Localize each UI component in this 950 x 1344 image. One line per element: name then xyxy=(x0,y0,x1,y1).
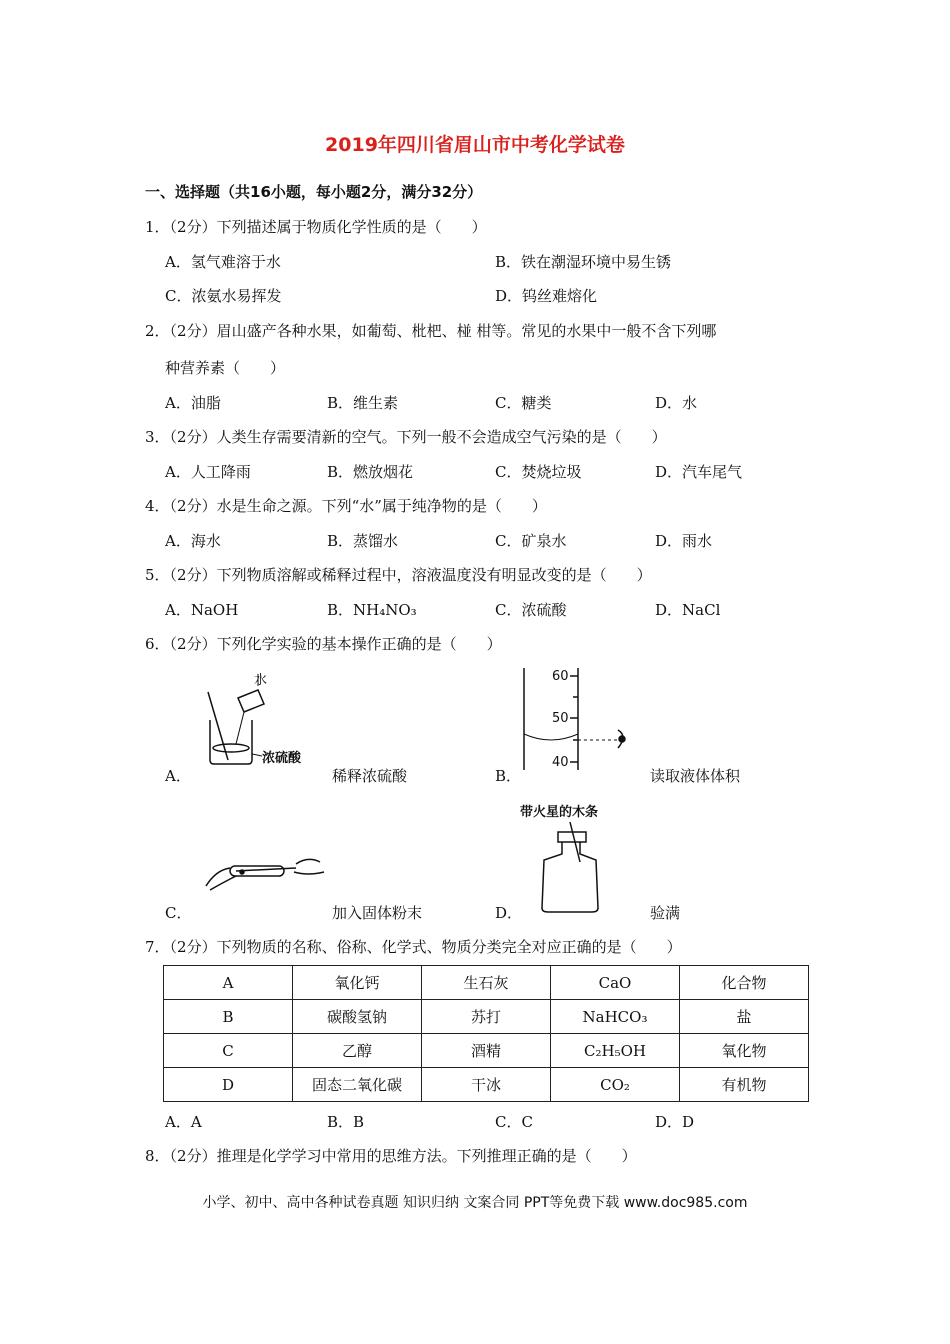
table-cell: 苏打 xyxy=(422,1000,551,1034)
figure-label-water: 水 xyxy=(254,673,268,688)
question-4-option-b: B．蒸馏水 xyxy=(327,532,399,550)
cylinder-mark-50: 50 xyxy=(552,711,569,726)
table-cell: 氧化钙 xyxy=(293,966,422,1000)
question-7-option-d: D．D xyxy=(655,1113,695,1131)
table-row xyxy=(164,1034,809,1068)
question-6-option-b-letter: B． xyxy=(495,767,522,785)
question-6-option-a-caption: 稀释浓硫酸 xyxy=(332,767,408,785)
question-5-option-b: B．NH₄NO₃ xyxy=(327,601,417,619)
question-1-option-b: B．铁在潮湿环境中易生锈 xyxy=(495,253,672,271)
question-7-table xyxy=(163,965,809,1102)
question-5-stem: 5．（2分）下列物质溶解或稀释过程中，溶液温度没有明显改变的是（ ） xyxy=(145,566,652,584)
figure-add-powder xyxy=(196,846,336,896)
question-4-option-c: C．矿泉水 xyxy=(495,532,567,550)
question-7-option-a: A．A xyxy=(165,1113,202,1131)
table-row xyxy=(164,966,809,1000)
question-2-option-b: B．维生素 xyxy=(327,394,399,412)
question-7-option-b: B．B xyxy=(327,1113,365,1131)
table-cell: A xyxy=(164,966,293,1000)
cylinder-mark-40: 40 xyxy=(552,755,569,770)
question-4-option-a: A．海水 xyxy=(165,532,221,550)
table-cell: C xyxy=(164,1034,293,1068)
figure-label-glowing-stick: 带火星的木条 xyxy=(520,805,599,820)
question-5-option-d: D．NaCl xyxy=(655,601,721,619)
page-footer: 小学、初中、高中各种试卷真题 知识归纳 文案合同 PPT等免费下载 www.doc985.com xyxy=(202,1195,748,1211)
figure-dilute-acid xyxy=(200,668,320,768)
table-cell: NaHCO₃ xyxy=(551,1000,680,1034)
question-3-option-d: D．汽车尾气 xyxy=(655,463,743,481)
table-cell: CO₂ xyxy=(551,1068,680,1102)
table-cell: 盐 xyxy=(680,1000,809,1034)
question-1-option-d: D．钨丝难熔化 xyxy=(495,287,598,305)
page-title: 2019年四川省眉山市中考化学试卷 xyxy=(325,134,625,156)
question-3-stem: 3．（2分）人类生存需要清新的空气。下列一般不会造成空气污染的是（ ） xyxy=(145,428,667,446)
table-cell: 乙醇 xyxy=(293,1034,422,1068)
table-cell: 生石灰 xyxy=(422,966,551,1000)
question-2-option-a: A．油脂 xyxy=(165,394,221,412)
cylinder-mark-60: 60 xyxy=(552,669,569,684)
table-cell: 固态二氧化碳 xyxy=(293,1068,422,1102)
question-3-option-c: C．焚烧垃圾 xyxy=(495,463,582,481)
question-4-stem: 4．（2分）水是生命之源。下列“水”属于纯净物的是（ ） xyxy=(145,497,547,515)
table-cell: 氧化物 xyxy=(680,1034,809,1068)
question-4-option-d: D．雨水 xyxy=(655,532,713,550)
question-7-stem: 7．（2分）下列物质的名称、俗称、化学式、物质分类完全对应正确的是（ ） xyxy=(145,938,682,956)
table-cell: 酒精 xyxy=(422,1034,551,1068)
question-6-option-c-caption: 加入固体粉末 xyxy=(332,904,423,922)
table-row xyxy=(164,1068,809,1102)
question-6-stem: 6．（2分）下列化学实验的基本操作正确的是（ ） xyxy=(145,635,502,653)
question-3-option-a: A．人工降雨 xyxy=(165,463,251,481)
section-heading: 一、选择题（共16小题，每小题2分，满分32分） xyxy=(145,183,483,201)
question-8-stem: 8．（2分）推理是化学学习中常用的思维方法。下列推理正确的是（ ） xyxy=(145,1147,637,1165)
question-6-option-a-letter: A． xyxy=(165,767,191,785)
question-6-option-d-letter: D． xyxy=(495,904,523,922)
table-cell: 有机物 xyxy=(680,1068,809,1102)
question-2-stem-line2: 种营养素（ ） xyxy=(165,359,286,377)
question-7-option-c: C．C xyxy=(495,1113,533,1131)
table-cell: 碳酸氢钠 xyxy=(293,1000,422,1034)
table-row xyxy=(164,1000,809,1034)
table-cell: 化合物 xyxy=(680,966,809,1000)
question-2-stem-line1: 2．（2分）眉山盛产各种水果，如葡萄、枇杷、椪 柑等。常见的水果中一般不含下列哪 xyxy=(145,322,717,340)
figure-gas-check xyxy=(518,800,618,916)
table-cell: 干冰 xyxy=(422,1068,551,1102)
question-1-stem: 1．（2分）下列描述属于物质化学性质的是（ ） xyxy=(145,218,487,236)
table-cell: B xyxy=(164,1000,293,1034)
question-6-option-c-letter: C． xyxy=(165,904,192,922)
table-cell: C₂H₅OH xyxy=(551,1034,680,1068)
question-6-option-d-caption: 验满 xyxy=(650,904,681,922)
question-2-option-c: C．糖类 xyxy=(495,394,552,412)
table-cell: CaO xyxy=(551,966,680,1000)
question-1-option-a: A．氢气难溶于水 xyxy=(165,253,281,271)
figure-label-acid: 浓硫酸 xyxy=(262,751,302,766)
question-2-option-d: D．水 xyxy=(655,394,698,412)
question-6-option-b-caption: 读取液体体积 xyxy=(650,767,741,785)
question-5-option-c: C．浓硫酸 xyxy=(495,601,567,619)
question-3-option-b: B．燃放烟花 xyxy=(327,463,414,481)
figure-graduated-cylinder xyxy=(518,664,658,774)
table-cell: D xyxy=(164,1068,293,1102)
question-5-option-a: A．NaOH xyxy=(165,601,239,619)
question-1-option-c: C．浓氨水易挥发 xyxy=(165,287,282,305)
